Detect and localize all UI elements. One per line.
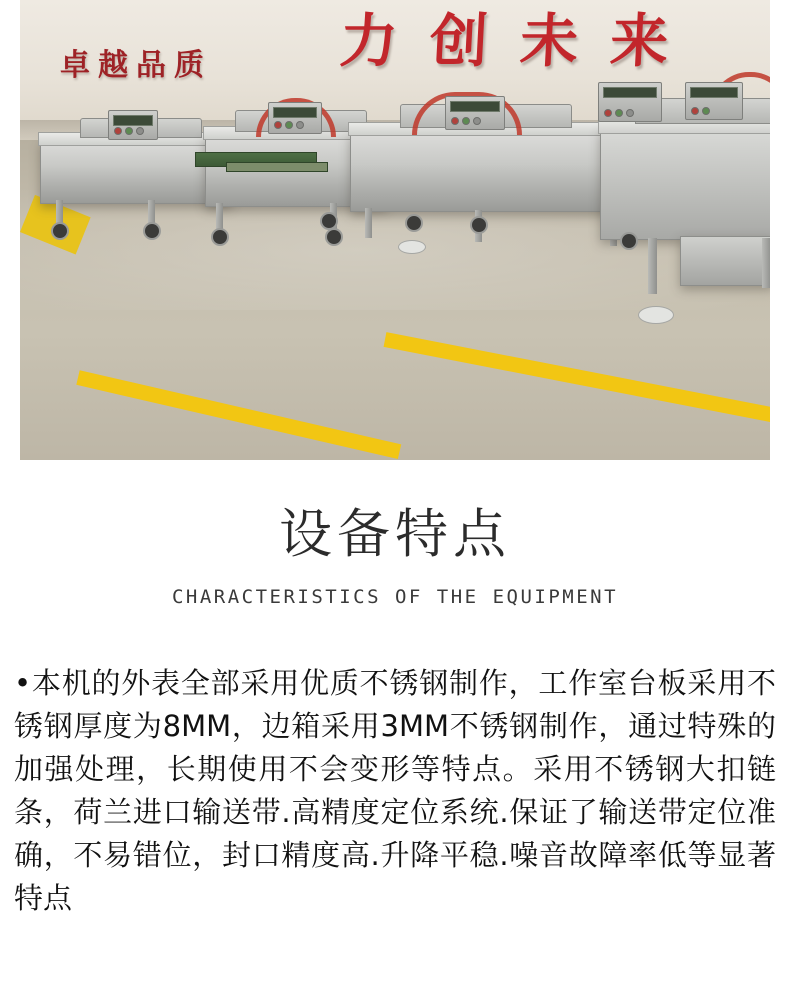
conveyor-belt-lower	[226, 162, 328, 172]
section-title-chinese: 设备特点	[279, 504, 511, 565]
machine-a-caster	[143, 222, 161, 240]
stop-button-icon	[473, 117, 481, 125]
start-button-icon	[125, 127, 133, 135]
section-heading	[0, 506, 790, 608]
power-button-icon	[274, 121, 282, 129]
control-buttons	[451, 117, 481, 125]
control-buttons	[691, 107, 710, 115]
stop-button-icon	[296, 121, 304, 129]
wall-slogan-large: 力 创 未 来	[337, 7, 677, 75]
machine-c-control-panel	[445, 96, 505, 130]
machine-d-leg	[648, 238, 657, 294]
control-display	[273, 107, 317, 118]
section-title-english: CHARACTERISTICS OF THE EQUIPMENT	[171, 586, 619, 609]
control-display	[113, 115, 153, 126]
start-button-icon	[462, 117, 470, 125]
machine-c-leg	[365, 208, 372, 238]
bullet-marker: •	[14, 666, 32, 701]
start-button-icon	[702, 107, 710, 115]
machine-d-base-cabinet	[680, 236, 770, 286]
power-button-icon	[451, 117, 459, 125]
control-buttons	[114, 127, 144, 135]
stop-button-icon	[136, 127, 144, 135]
control-buttons	[604, 109, 634, 117]
machine-a-control-panel	[108, 110, 158, 140]
stop-button-icon	[626, 109, 634, 117]
machine-d-caster	[620, 232, 638, 250]
machine-c-foot-pad	[398, 240, 426, 254]
machine-b-caster	[325, 228, 343, 246]
machine-d-control-panel	[598, 82, 662, 122]
feature-description	[14, 662, 776, 919]
machine-c-caster	[405, 214, 423, 232]
machine-unit-d	[600, 128, 770, 240]
control-display	[690, 87, 738, 98]
machine-unit-a	[40, 140, 232, 204]
machine-d-foot-pad	[638, 306, 674, 324]
machine-c-caster	[320, 212, 338, 230]
start-button-icon	[285, 121, 293, 129]
machine-unit-c	[350, 132, 632, 212]
control-display	[450, 101, 500, 112]
control-display	[603, 87, 657, 98]
feature-paragraph-text: 本机的外表全部采用优质不锈钢制作，工作室台板采用不锈钢厚度为8MM，边箱采用3MM不锈钢制作，通过特殊的加强处理，长期使用不会变形等特点。采用不锈钢大扣链条，荷兰进口输送带.高精度定位系统.保证了输送带定位准确，不易错位，封口精度高.升降平稳.噪音故障率低等显著特点	[14, 666, 776, 915]
power-button-icon	[604, 109, 612, 117]
equipment-photo	[20, 0, 770, 460]
machine-a-caster	[51, 222, 69, 240]
machine-d-leg	[762, 238, 770, 288]
machine-d-secondary-panel	[685, 82, 743, 120]
control-buttons	[274, 121, 304, 129]
power-button-icon	[691, 107, 699, 115]
machine-b-control-panel	[268, 102, 322, 134]
machine-b-leg	[216, 203, 223, 231]
machine-c-caster	[470, 216, 488, 234]
machine-b-caster	[211, 228, 229, 246]
photo-canvas	[20, 0, 770, 460]
start-button-icon	[615, 109, 623, 117]
power-button-icon	[114, 127, 122, 135]
wall-slogan-small: 卓越品质	[60, 48, 212, 83]
